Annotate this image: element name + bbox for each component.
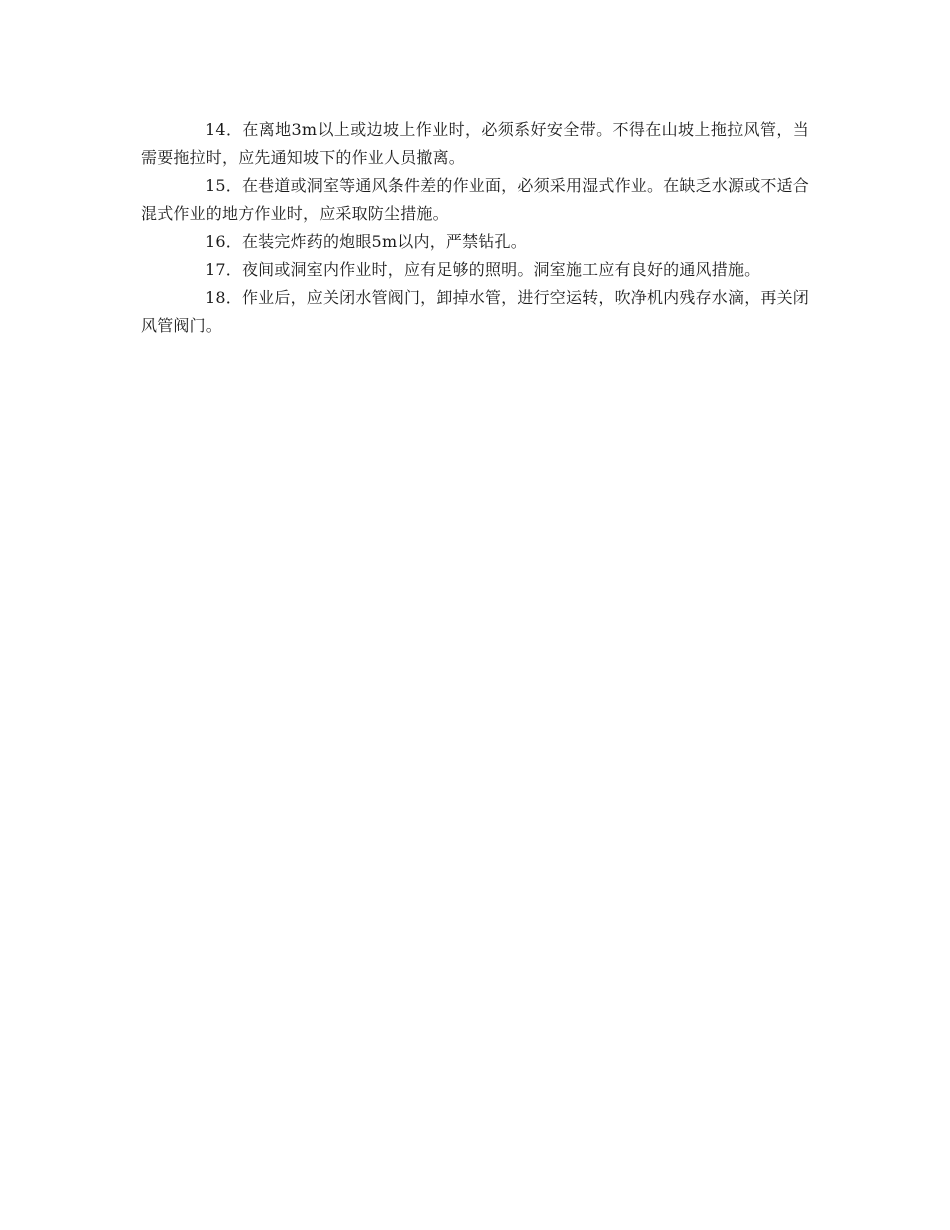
document-body xyxy=(141,116,809,340)
paragraph-16: 16．在装完炸药的炮眼5m以内，严禁钻孔。 xyxy=(205,232,527,251)
paragraph-15: 15．在巷道或洞室等通风条件差的作业面，必须采用湿式作业。在缺乏水源或不适合混式作业的地方作业时，应采取防尘措施。 xyxy=(141,176,809,223)
paragraph-17: 17．夜间或洞室内作业时，应有足够的照明。洞室施工应有良好的通风措施。 xyxy=(205,260,761,279)
paragraph-18: 18．作业后，应关闭水管阀门，卸掉水管，进行空运转，吹净机内残存水滴，再关闭风管阀门。 xyxy=(141,288,809,335)
paragraph-14: 14．在离地3m以上或边坡上作业时，必须系好安全带。不得在山坡上拖拉风管，当需要拖拉时，应先通知坡下的作业人员撤离。 xyxy=(141,120,809,167)
